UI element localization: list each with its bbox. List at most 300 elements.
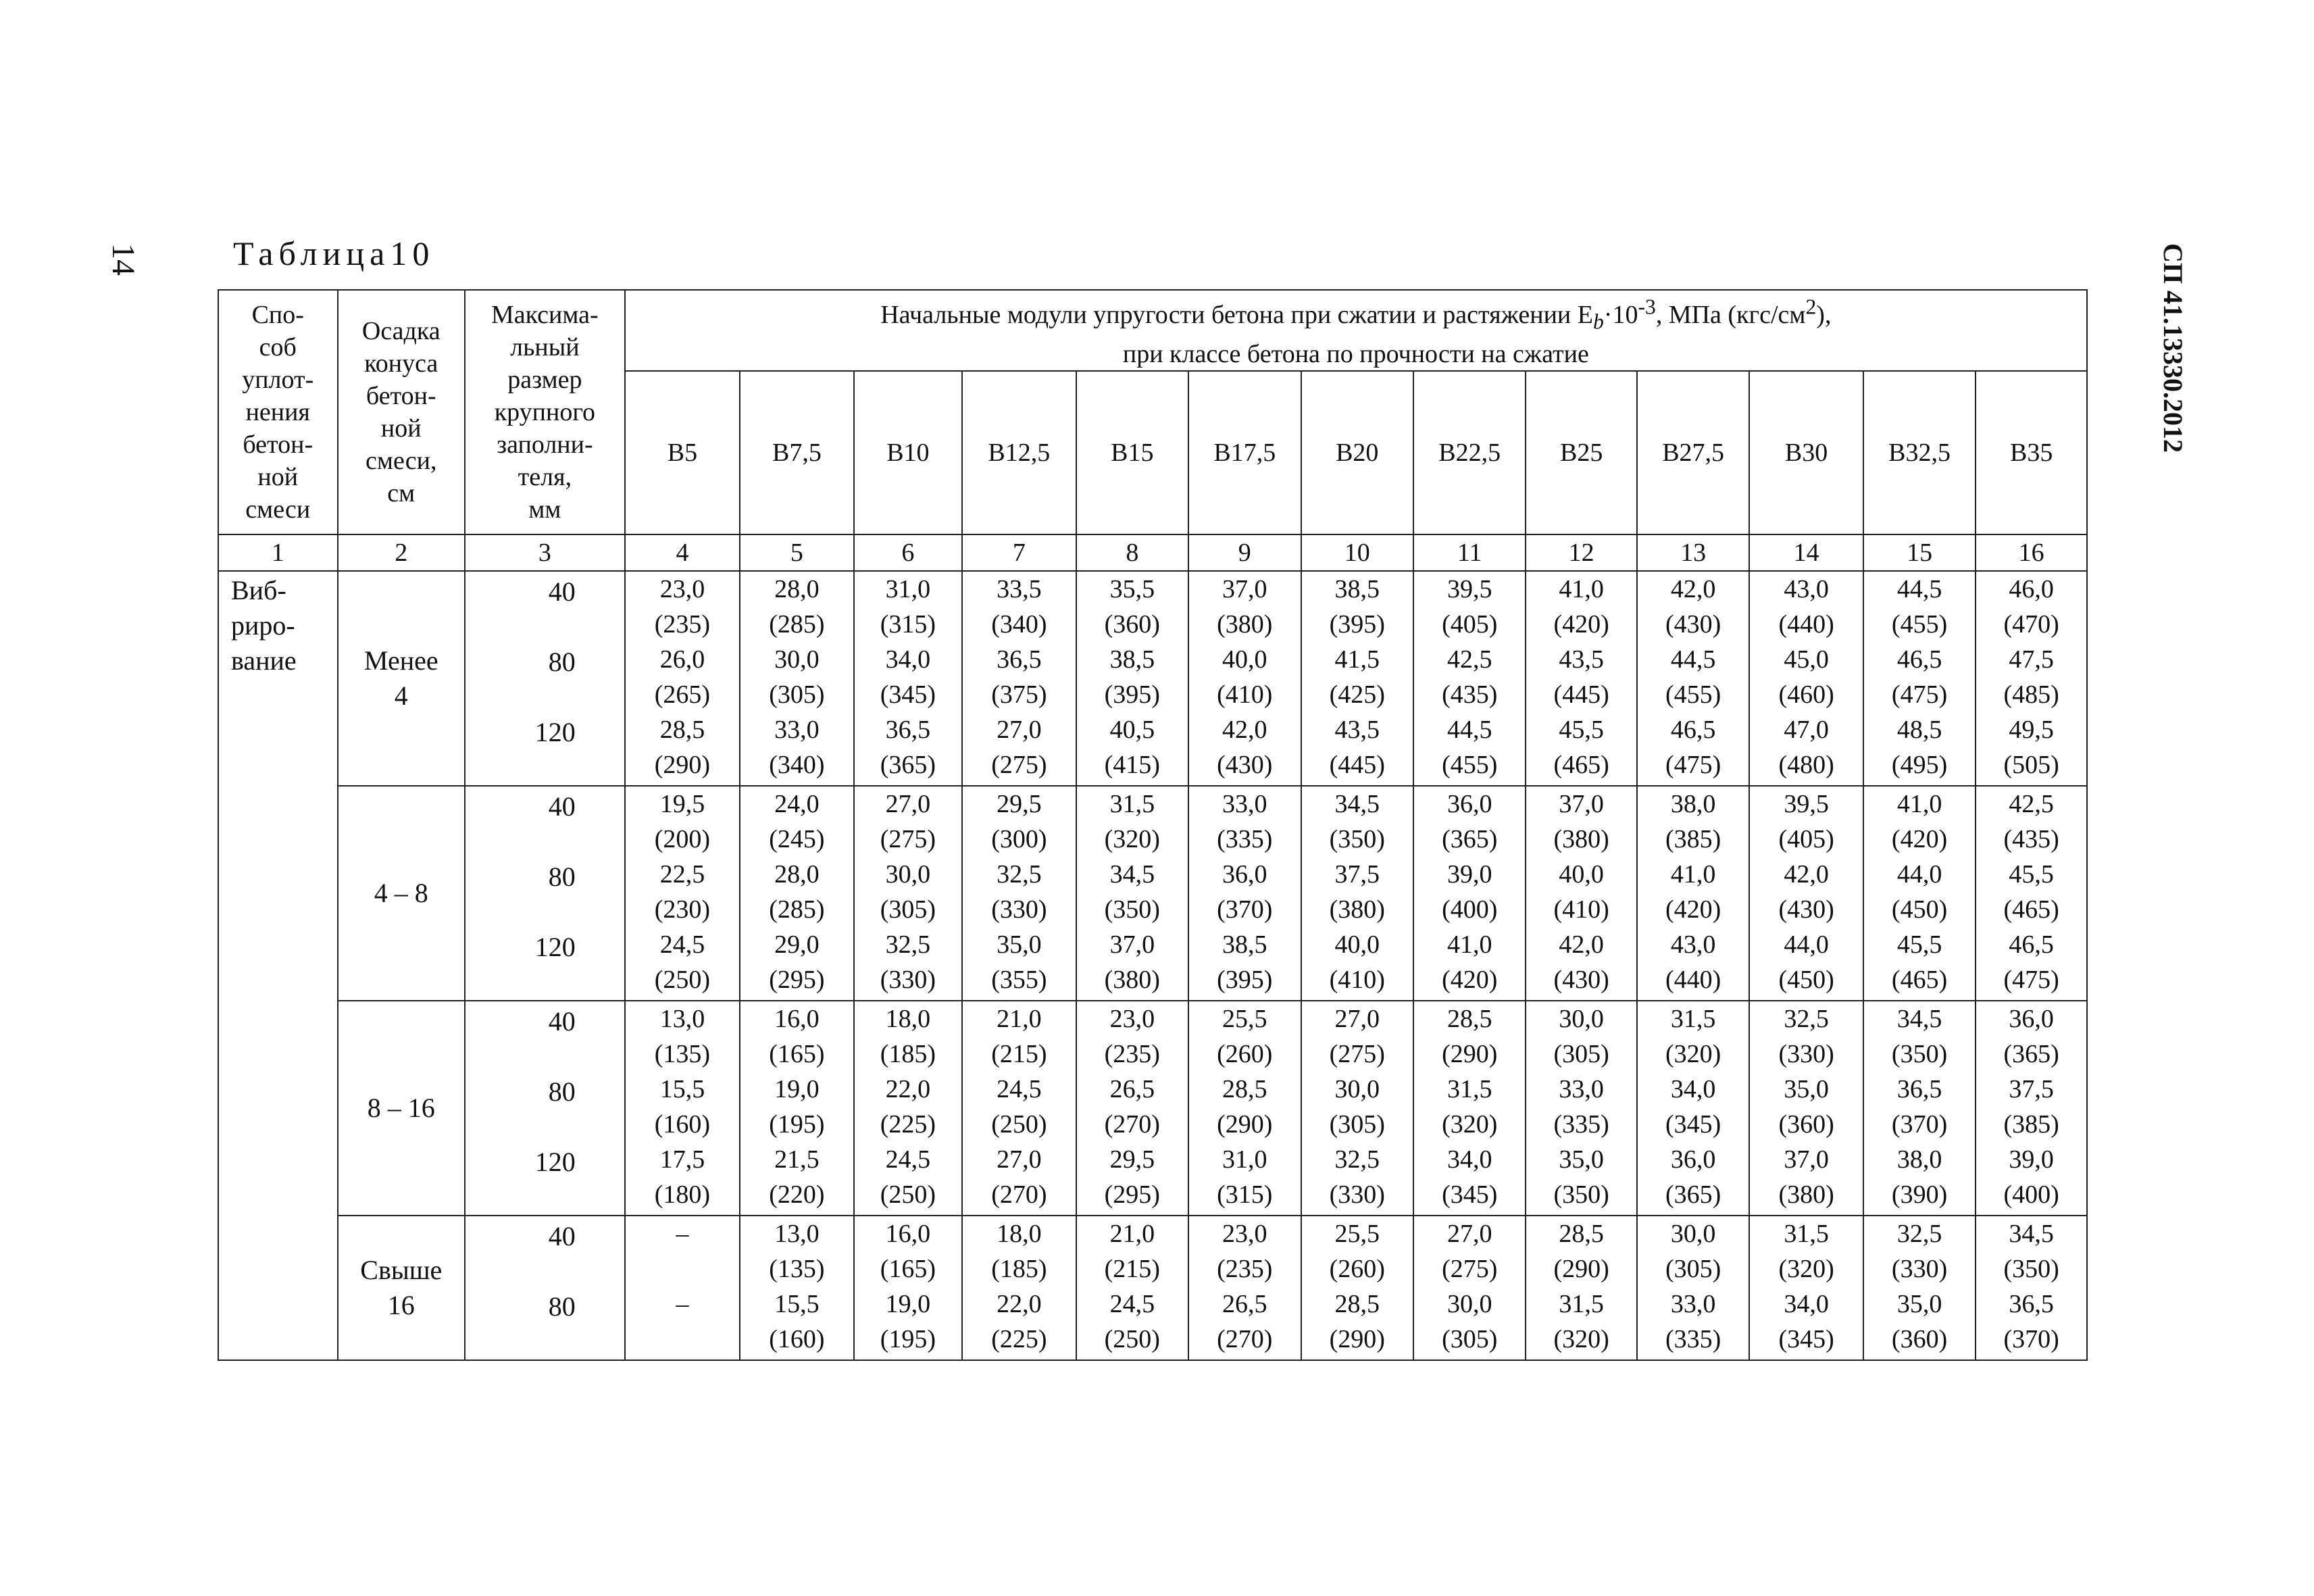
modulus-mpa: 19,5 bbox=[659, 790, 705, 819]
modulus-kgf: (465) bbox=[1891, 966, 1948, 995]
modulus-kgf: (360) bbox=[1891, 1325, 1948, 1354]
modulus-kgf: (390) bbox=[1891, 1180, 1948, 1210]
aggregate-size: 80 bbox=[548, 1291, 576, 1322]
method-cell: Виб- риро- вание bbox=[218, 571, 338, 1360]
modulus-mpa: 31,5 bbox=[1447, 1075, 1492, 1104]
modulus-mpa: 32,5 bbox=[997, 860, 1042, 889]
modulus-kgf: (445) bbox=[1553, 680, 1609, 709]
modulus-cell bbox=[1976, 1216, 2087, 1360]
modulus-kgf: (400) bbox=[2003, 1180, 2059, 1210]
modulus-cell bbox=[1413, 786, 1526, 1001]
modulus-mpa: 30,0 bbox=[774, 645, 820, 674]
modulus-mpa: 39,0 bbox=[2009, 1145, 2054, 1174]
class-header: B10 bbox=[854, 371, 962, 534]
modulus-cell bbox=[1863, 571, 1976, 786]
modulus-mpa: 30,0 bbox=[1447, 1290, 1492, 1319]
modulus-mpa: 45,5 bbox=[2009, 860, 2054, 889]
modulus-mpa: 30,0 bbox=[1559, 1005, 1604, 1034]
modulus-mpa: 44,5 bbox=[1670, 645, 1716, 674]
modulus-kgf: (295) bbox=[1104, 1180, 1160, 1210]
modulus-mpa: 45,5 bbox=[1559, 716, 1604, 745]
class-header: B25 bbox=[1526, 371, 1636, 534]
slump-cell: Менее 4 bbox=[338, 571, 466, 786]
modulus-mpa: 28,0 bbox=[774, 860, 820, 889]
modulus-kgf: (320) bbox=[1442, 1110, 1498, 1139]
column-number: 5 bbox=[740, 534, 853, 571]
aggregate-cell bbox=[465, 1216, 625, 1360]
modulus-kgf: (290) bbox=[1553, 1255, 1609, 1284]
modulus-mpa: 37,0 bbox=[1559, 790, 1604, 819]
modulus-kgf: (315) bbox=[880, 610, 936, 639]
modulus-mpa: 41,0 bbox=[1670, 860, 1716, 889]
modulus-cell bbox=[962, 1001, 1076, 1216]
modulus-mpa: 41,0 bbox=[1447, 930, 1492, 959]
modulus-kgf: (250) bbox=[880, 1180, 936, 1210]
modulus-kgf bbox=[626, 1323, 739, 1358]
modulus-kgf: (305) bbox=[1442, 1325, 1498, 1354]
elastic-modulus-table bbox=[218, 289, 2088, 1361]
modulus-mpa: 19,0 bbox=[885, 1290, 931, 1319]
modulus-mpa: 37,0 bbox=[1109, 930, 1155, 959]
modulus-mpa: 39,5 bbox=[1447, 575, 1492, 604]
header-row-1 bbox=[218, 290, 2087, 371]
modulus-mpa: 27,0 bbox=[1447, 1220, 1492, 1249]
modulus-kgf: (315) bbox=[1217, 1180, 1273, 1210]
modulus-kgf: (375) bbox=[991, 680, 1047, 709]
modulus-kgf: (465) bbox=[1553, 751, 1609, 780]
modulus-mpa: 47,0 bbox=[1784, 716, 1829, 745]
slump-cell: 8 – 16 bbox=[338, 1001, 466, 1216]
modulus-mpa: 27,0 bbox=[997, 1145, 1042, 1174]
modulus-mpa: 35,0 bbox=[1784, 1075, 1829, 1104]
aggregate-cell bbox=[465, 571, 625, 786]
modulus-mpa: 18,0 bbox=[885, 1005, 931, 1034]
modulus-kgf: (285) bbox=[769, 895, 825, 924]
modulus-mpa: 40,5 bbox=[1109, 716, 1155, 745]
column-number: 16 bbox=[1976, 534, 2087, 571]
modulus-mpa: 43,0 bbox=[1784, 575, 1829, 604]
class-header: B22,5 bbox=[1413, 371, 1526, 534]
modulus-mpa: 36,0 bbox=[1447, 790, 1492, 819]
modulus-cell bbox=[1413, 571, 1526, 786]
modulus-mpa: 36,5 bbox=[2009, 1290, 2054, 1319]
modulus-kgf: (380) bbox=[1778, 1180, 1834, 1210]
modulus-mpa: 34,0 bbox=[1670, 1075, 1716, 1104]
aggregate-size: 40 bbox=[548, 576, 576, 607]
modulus-kgf: (410) bbox=[1329, 966, 1385, 995]
modulus-kgf: (430) bbox=[1665, 610, 1721, 639]
modulus-cell bbox=[1526, 786, 1636, 1001]
modulus-mpa: 30,0 bbox=[1670, 1220, 1716, 1249]
header-slump: Осадка конуса бетон- ной смеси, см bbox=[338, 290, 466, 534]
modulus-mpa: 15,5 bbox=[774, 1290, 820, 1319]
modulus-kgf: (235) bbox=[1217, 1255, 1273, 1284]
modulus-mpa: 16,0 bbox=[774, 1005, 820, 1034]
column-number: 4 bbox=[625, 534, 740, 571]
modulus-kgf: (160) bbox=[654, 1110, 711, 1139]
modulus-kgf: (275) bbox=[880, 825, 936, 854]
modulus-cell bbox=[1188, 786, 1301, 1001]
modulus-mpa: 27,0 bbox=[885, 790, 931, 819]
modulus-cell bbox=[1863, 1216, 1976, 1360]
modulus-cell bbox=[1076, 1001, 1188, 1216]
class-header: B32,5 bbox=[1863, 371, 1976, 534]
modulus-mpa: 32,5 bbox=[1896, 1220, 1942, 1249]
modulus-kgf: (350) bbox=[1891, 1040, 1948, 1069]
modulus-mpa: 40,0 bbox=[1559, 860, 1604, 889]
modulus-cell bbox=[1301, 1216, 1413, 1360]
modulus-cell bbox=[1637, 1216, 1749, 1360]
modulus-kgf: (320) bbox=[1778, 1255, 1834, 1284]
modulus-cell bbox=[625, 786, 740, 1001]
modulus-kgf: (455) bbox=[1665, 680, 1721, 709]
modulus-kgf: (440) bbox=[1665, 966, 1721, 995]
modulus-kgf: (350) bbox=[2003, 1255, 2059, 1284]
modulus-kgf: (405) bbox=[1442, 610, 1498, 639]
modulus-cell bbox=[740, 571, 853, 786]
modulus-kgf: (365) bbox=[1442, 825, 1498, 854]
modulus-kgf: (260) bbox=[1217, 1040, 1273, 1069]
modulus-mpa: 22,0 bbox=[997, 1290, 1042, 1319]
modulus-kgf: (370) bbox=[1891, 1110, 1948, 1139]
modulus-mpa: 27,0 bbox=[997, 716, 1042, 745]
modulus-mpa: 21,0 bbox=[997, 1005, 1042, 1034]
modulus-kgf: (505) bbox=[2003, 751, 2059, 780]
modulus-mpa: 40,0 bbox=[1334, 930, 1380, 959]
modulus-kgf: (320) bbox=[1665, 1040, 1721, 1069]
modulus-cell bbox=[962, 571, 1076, 786]
modulus-kgf: (320) bbox=[1553, 1325, 1609, 1354]
modulus-kgf: (305) bbox=[1329, 1110, 1385, 1139]
aggregate-size: 40 bbox=[548, 791, 576, 822]
modulus-mpa: 28,0 bbox=[774, 575, 820, 604]
modulus-mpa: 38,0 bbox=[1670, 790, 1716, 819]
header-main bbox=[625, 290, 2087, 371]
modulus-mpa: 31,5 bbox=[1559, 1290, 1604, 1319]
aggregate-size: 40 bbox=[548, 1221, 576, 1252]
modulus-cell bbox=[1076, 786, 1188, 1001]
modulus-cell bbox=[1526, 571, 1636, 786]
modulus-mpa: 25,5 bbox=[1334, 1220, 1380, 1249]
aggregate-size: 80 bbox=[548, 647, 576, 678]
modulus-mpa: 44,0 bbox=[1896, 860, 1942, 889]
modulus-kgf: (270) bbox=[1217, 1325, 1273, 1354]
modulus-kgf: (180) bbox=[654, 1180, 711, 1210]
modulus-kgf: (395) bbox=[1217, 966, 1273, 995]
modulus-kgf: (350) bbox=[1553, 1180, 1609, 1210]
modulus-mpa: 45,0 bbox=[1784, 645, 1829, 674]
modulus-mpa: 40,0 bbox=[1222, 645, 1267, 674]
modulus-cell bbox=[1976, 1001, 2087, 1216]
modulus-cell bbox=[1637, 786, 1749, 1001]
column-number: 1 bbox=[218, 534, 338, 571]
modulus-kgf: (420) bbox=[1891, 825, 1948, 854]
column-number: 13 bbox=[1637, 534, 1749, 571]
column-number: 9 bbox=[1188, 534, 1301, 571]
modulus-kgf: (225) bbox=[991, 1325, 1047, 1354]
modulus-mpa: 23,0 bbox=[1222, 1220, 1267, 1249]
modulus-mpa: 45,5 bbox=[1896, 930, 1942, 959]
column-number: 6 bbox=[854, 534, 962, 571]
modulus-mpa: 33,5 bbox=[997, 575, 1042, 604]
modulus-mpa: 35,5 bbox=[1109, 575, 1155, 604]
data-group-row bbox=[218, 1216, 2087, 1360]
modulus-kgf: (250) bbox=[991, 1110, 1047, 1139]
modulus-mpa: 36,5 bbox=[997, 645, 1042, 674]
modulus-kgf: (410) bbox=[1553, 895, 1609, 924]
modulus-cell bbox=[1863, 1001, 1976, 1216]
modulus-kgf: (265) bbox=[654, 680, 711, 709]
modulus-kgf: (260) bbox=[1329, 1255, 1385, 1284]
modulus-kgf: (360) bbox=[1778, 1110, 1834, 1139]
class-header: B20 bbox=[1301, 371, 1413, 534]
modulus-kgf: (305) bbox=[1665, 1255, 1721, 1284]
modulus-kgf: (165) bbox=[880, 1255, 936, 1284]
modulus-mpa: 35,0 bbox=[1896, 1290, 1942, 1319]
modulus-cell bbox=[1076, 571, 1188, 786]
modulus-mpa: 37,0 bbox=[1784, 1145, 1829, 1174]
modulus-kgf: (385) bbox=[2003, 1110, 2059, 1139]
modulus-kgf: (270) bbox=[991, 1180, 1047, 1210]
modulus-cell bbox=[1413, 1001, 1526, 1216]
modulus-mpa: 19,0 bbox=[774, 1075, 820, 1104]
modulus-mpa: 28,5 bbox=[1447, 1005, 1492, 1034]
modulus-mpa: 46,0 bbox=[2009, 575, 2054, 604]
modulus-mpa: 31,0 bbox=[885, 575, 931, 604]
modulus-cell bbox=[740, 1001, 853, 1216]
modulus-kgf: (345) bbox=[1778, 1325, 1834, 1354]
modulus-kgf: (250) bbox=[654, 966, 711, 995]
class-header: B27,5 bbox=[1637, 371, 1749, 534]
modulus-kgf: (425) bbox=[1329, 680, 1385, 709]
modulus-cell bbox=[1976, 786, 2087, 1001]
modulus-kgf: (430) bbox=[1217, 751, 1273, 780]
modulus-mpa: 38,0 bbox=[1896, 1145, 1942, 1174]
modulus-kgf: (340) bbox=[769, 751, 825, 780]
modulus-kgf: (370) bbox=[2003, 1325, 2059, 1354]
modulus-mpa: 23,0 bbox=[659, 575, 705, 604]
modulus-cell bbox=[854, 571, 962, 786]
modulus-kgf: (365) bbox=[880, 751, 936, 780]
modulus-kgf: (160) bbox=[769, 1325, 825, 1354]
modulus-mpa: 33,0 bbox=[774, 716, 820, 745]
modulus-mpa: 35,0 bbox=[1559, 1145, 1604, 1174]
modulus-mpa: 47,5 bbox=[2009, 645, 2054, 674]
modulus-kgf: (270) bbox=[1104, 1110, 1160, 1139]
modulus-mpa: 30,0 bbox=[885, 860, 931, 889]
modulus-kgf: (475) bbox=[1891, 680, 1948, 709]
modulus-mpa: 36,0 bbox=[1222, 860, 1267, 889]
table-caption: Таблица10 bbox=[233, 234, 435, 272]
class-header: B17,5 bbox=[1188, 371, 1301, 534]
modulus-kgf: (330) bbox=[1329, 1180, 1385, 1210]
modulus-mpa: 37,5 bbox=[1334, 860, 1380, 889]
modulus-mpa: 42,0 bbox=[1222, 716, 1267, 745]
modulus-mpa: 41,0 bbox=[1896, 790, 1942, 819]
modulus-mpa: 29,0 bbox=[774, 930, 820, 959]
modulus-mpa: 24,5 bbox=[659, 930, 705, 959]
modulus-kgf: (330) bbox=[1778, 1040, 1834, 1069]
modulus-mpa: 16,0 bbox=[885, 1220, 931, 1249]
modulus-kgf: (290) bbox=[654, 751, 711, 780]
modulus-kgf: (345) bbox=[880, 680, 936, 709]
modulus-cell bbox=[1976, 571, 2087, 786]
modulus-kgf bbox=[626, 1253, 739, 1288]
aggregate-size: 120 bbox=[534, 932, 576, 963]
modulus-mpa: 24,5 bbox=[997, 1075, 1042, 1104]
modulus-kgf: (225) bbox=[880, 1110, 936, 1139]
modulus-cell bbox=[1413, 1216, 1526, 1360]
modulus-kgf: (185) bbox=[880, 1040, 936, 1069]
modulus-kgf: (385) bbox=[1665, 825, 1721, 854]
modulus-cell bbox=[1526, 1216, 1636, 1360]
modulus-kgf: (235) bbox=[654, 610, 711, 639]
aggregate-size: 120 bbox=[534, 1147, 576, 1178]
modulus-mpa: 37,0 bbox=[1222, 575, 1267, 604]
modulus-mpa: 36,5 bbox=[1896, 1075, 1942, 1104]
modulus-mpa: 31,0 bbox=[1222, 1145, 1267, 1174]
modulus-kgf: (305) bbox=[769, 680, 825, 709]
modulus-mpa: 46,5 bbox=[2009, 930, 2054, 959]
modulus-kgf: (335) bbox=[1665, 1325, 1721, 1354]
class-header: B35 bbox=[1976, 371, 2087, 534]
modulus-mpa: 17,5 bbox=[659, 1145, 705, 1174]
modulus-mpa: 43,5 bbox=[1559, 645, 1604, 674]
data-group-row bbox=[218, 1001, 2087, 1216]
modulus-mpa: 41,5 bbox=[1334, 645, 1380, 674]
modulus-cell bbox=[854, 1216, 962, 1360]
modulus-kgf: (480) bbox=[1778, 751, 1834, 780]
aggregate-size: 80 bbox=[548, 1076, 576, 1107]
modulus-kgf: (430) bbox=[1778, 895, 1834, 924]
modulus-kgf: (345) bbox=[1665, 1110, 1721, 1139]
column-number: 3 bbox=[465, 534, 625, 571]
header-method: Спо- соб уплот- нения бетон- ной смеси bbox=[218, 290, 338, 534]
modulus-kgf: (335) bbox=[1217, 825, 1273, 854]
modulus-mpa: 42,0 bbox=[1784, 860, 1829, 889]
modulus-kgf: (435) bbox=[2003, 825, 2059, 854]
column-number: 15 bbox=[1863, 534, 1976, 571]
modulus-kgf: (370) bbox=[1217, 895, 1273, 924]
modulus-kgf: (475) bbox=[2003, 966, 2059, 995]
modulus-kgf: (305) bbox=[880, 895, 936, 924]
modulus-kgf: (215) bbox=[991, 1040, 1047, 1069]
modulus-kgf: (295) bbox=[769, 966, 825, 995]
modulus-cell bbox=[1637, 571, 1749, 786]
modulus-kgf: (330) bbox=[1891, 1255, 1948, 1284]
modulus-kgf: (345) bbox=[1442, 1180, 1498, 1210]
modulus-kgf: (350) bbox=[1329, 825, 1385, 854]
class-header: B30 bbox=[1749, 371, 1863, 534]
modulus-mpa: 28,5 bbox=[659, 716, 705, 745]
modulus-mpa: 31,5 bbox=[1670, 1005, 1716, 1034]
modulus-mpa: 39,0 bbox=[1447, 860, 1492, 889]
modulus-mpa: 32,5 bbox=[1784, 1005, 1829, 1034]
aggregate-cell bbox=[465, 786, 625, 1001]
modulus-mpa: 24,5 bbox=[1109, 1290, 1155, 1319]
modulus-mpa: 42,0 bbox=[1559, 930, 1604, 959]
class-header: B12,5 bbox=[962, 371, 1076, 534]
column-number: 11 bbox=[1413, 534, 1526, 571]
modulus-mpa: 18,0 bbox=[997, 1220, 1042, 1249]
modulus-kgf: (420) bbox=[1442, 966, 1498, 995]
column-number: 8 bbox=[1076, 534, 1188, 571]
column-number: 14 bbox=[1749, 534, 1863, 571]
header-aggregate: Максима- льный размер крупного заполни- теля, мм bbox=[465, 290, 625, 534]
modulus-mpa: 29,5 bbox=[997, 790, 1042, 819]
modulus-kgf: (440) bbox=[1778, 610, 1834, 639]
modulus-mpa: 36,5 bbox=[885, 716, 931, 745]
modulus-kgf: (355) bbox=[991, 966, 1047, 995]
modulus-kgf: (435) bbox=[1442, 680, 1498, 709]
modulus-mpa: – bbox=[676, 1290, 689, 1319]
modulus-cell bbox=[625, 1216, 740, 1360]
slump-cell: Свыше 16 bbox=[338, 1216, 466, 1360]
modulus-mpa: 38,5 bbox=[1334, 575, 1380, 604]
modulus-kgf: (330) bbox=[991, 895, 1047, 924]
modulus-kgf: (460) bbox=[1778, 680, 1834, 709]
modulus-mpa: 34,5 bbox=[1896, 1005, 1942, 1034]
modulus-cell bbox=[1637, 1001, 1749, 1216]
aggregate-size: 120 bbox=[534, 717, 576, 748]
class-header: B5 bbox=[625, 371, 740, 534]
modulus-mpa: 38,5 bbox=[1222, 930, 1267, 959]
modulus-kgf: (290) bbox=[1329, 1325, 1385, 1354]
modulus-cell bbox=[1749, 571, 1863, 786]
modulus-kgf: (245) bbox=[769, 825, 825, 854]
modulus-kgf: (380) bbox=[1553, 825, 1609, 854]
modulus-kgf: (395) bbox=[1104, 680, 1160, 709]
modulus-kgf: (300) bbox=[991, 825, 1047, 854]
modulus-kgf: (135) bbox=[769, 1255, 825, 1284]
modulus-cell bbox=[1749, 786, 1863, 1001]
modulus-mpa: 27,0 bbox=[1334, 1005, 1380, 1034]
modulus-mpa: 34,5 bbox=[2009, 1220, 2054, 1249]
modulus-mpa: 22,0 bbox=[885, 1075, 931, 1104]
modulus-kgf: (365) bbox=[1665, 1180, 1721, 1210]
modulus-mpa: 35,0 bbox=[997, 930, 1042, 959]
modulus-kgf: (360) bbox=[1104, 610, 1160, 639]
modulus-mpa: 22,5 bbox=[659, 860, 705, 889]
column-number: 7 bbox=[962, 534, 1076, 571]
modulus-mpa: 28,5 bbox=[1222, 1075, 1267, 1104]
modulus-mpa: 42,0 bbox=[1670, 575, 1716, 604]
modulus-mpa: 33,0 bbox=[1222, 790, 1267, 819]
modulus-mpa: 28,5 bbox=[1334, 1290, 1380, 1319]
modulus-cell bbox=[1749, 1001, 1863, 1216]
modulus-mpa: 34,5 bbox=[1334, 790, 1380, 819]
modulus-mpa: 34,0 bbox=[885, 645, 931, 674]
header-main-line1: Начальные модули упругости бетона при сжатии и растяжении $E_b\cdot 10^{-3}$, МПа $(кгс/см^2)$, bbox=[880, 295, 1832, 334]
modulus-mpa: 49,5 bbox=[2009, 716, 2054, 745]
modulus-kgf: (455) bbox=[1891, 610, 1948, 639]
modulus-kgf: (275) bbox=[1442, 1255, 1498, 1284]
modulus-kgf: (305) bbox=[1553, 1040, 1609, 1069]
modulus-cell bbox=[740, 786, 853, 1001]
modulus-cell bbox=[1076, 1216, 1188, 1360]
modulus-mpa: 31,5 bbox=[1109, 790, 1155, 819]
aggregate-size: 40 bbox=[548, 1006, 576, 1037]
modulus-mpa: 25,5 bbox=[1222, 1005, 1267, 1034]
modulus-kgf: (380) bbox=[1329, 895, 1385, 924]
modulus-kgf: (380) bbox=[1104, 966, 1160, 995]
modulus-mpa: 32,5 bbox=[885, 930, 931, 959]
modulus-mpa: 39,5 bbox=[1784, 790, 1829, 819]
modulus-kgf: (380) bbox=[1217, 610, 1273, 639]
modulus-kgf: (430) bbox=[1553, 966, 1609, 995]
modulus-cell bbox=[1863, 786, 1976, 1001]
modulus-kgf: (475) bbox=[1665, 751, 1721, 780]
